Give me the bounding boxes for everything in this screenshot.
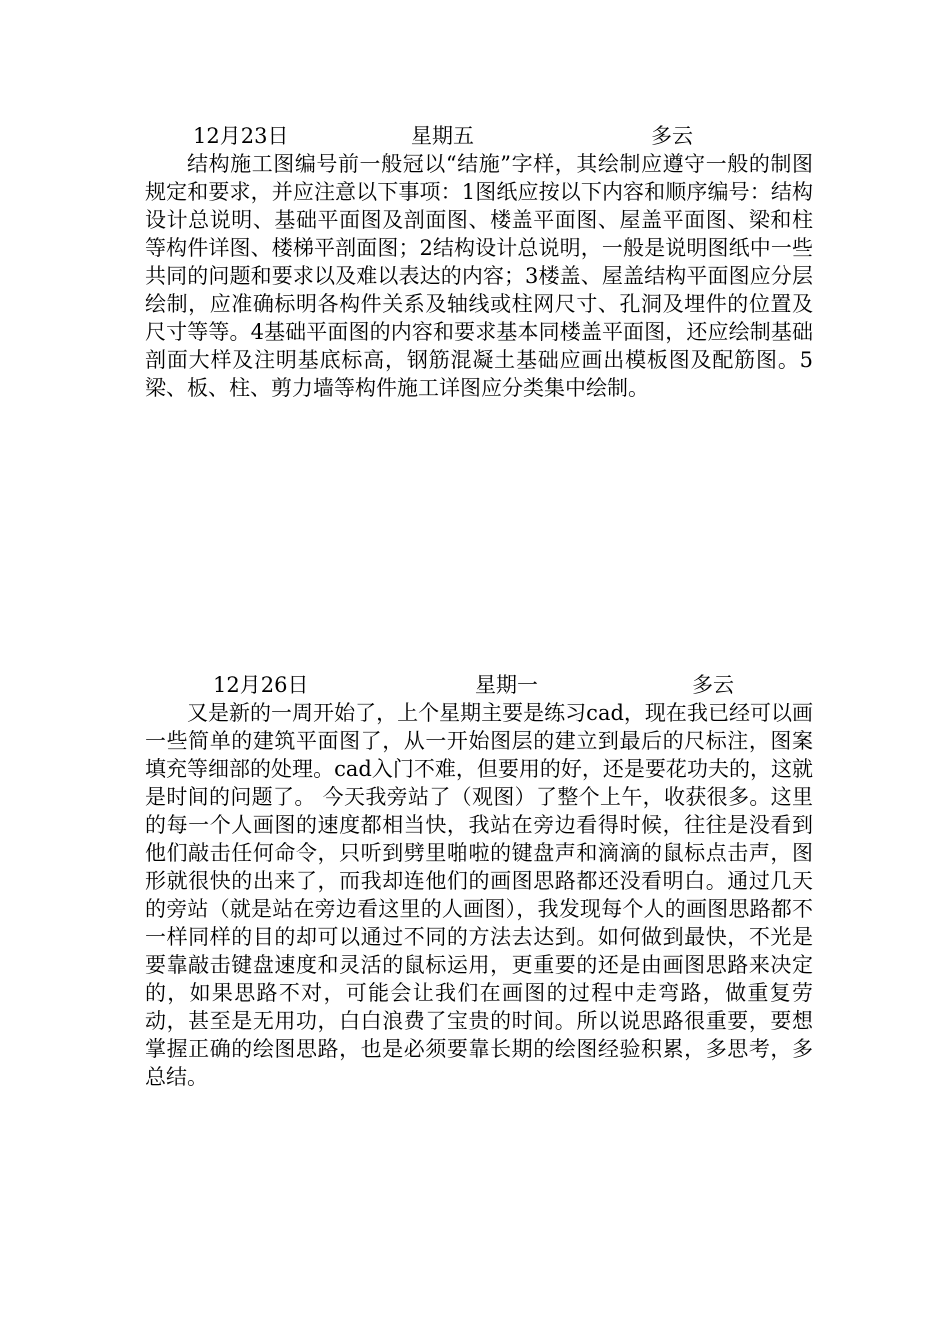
entry-weather: 多云 xyxy=(692,673,734,697)
entry-weekday: 星期一 xyxy=(475,673,538,697)
entry-body: 结构施工图编号前一般冠以“结施”字样，其绘制应遵守一般的制图规定和要求，并应注意以下事项：1图纸应按以下内容和顺序编号：结构设计总说明、基础平面图及剖面图、楼盖平面图、屋盖平面图、梁和柱等构件详图、楼梯平剖面图；2结构设计总说明，一般是说明图纸中一些共同的问题和要求以及难以表达的内容；3楼盖、屋盖结构平面图应分层绘制，应准确标明各构件关系及轴线或柱网尺寸、孔洞及埋件的位置及尺寸等等。4基础平面图的内容和要求基本同楼盖平面图，还应绘制基础剖面大样及注明基底标高，钢筋混凝土基础应画出模板图及配筋图。5梁、板、柱、剪力墙等构件施工详图应分类集中绘制。 xyxy=(145,152,813,400)
entry-header xyxy=(145,122,813,150)
entry-weather: 多云 xyxy=(651,124,693,148)
entry-date: 12月26日 xyxy=(213,673,309,697)
diary-entry-dec-23 xyxy=(145,122,813,402)
entry-header xyxy=(145,671,813,699)
entry-weekday: 星期五 xyxy=(411,124,474,148)
entry-date: 12月23日 xyxy=(193,124,289,148)
entry-body: 又是新的一周开始了，上个星期主要是练习cad，现在我已经可以画一些简单的建筑平面图了，从一开始图层的建立到最后的尺标注，图案填充等细部的处理。cad入门不难，但要用的好，还是要花功夫的，这就是时间的问题了。 今天我旁站了（观图）了整个上午，收获很多。这里的每一个人画图的速度都相当快，我站在旁边看得时候，往往是没看到他们敲击任何命令，只听到劈里啪啦的键盘声和滴滴的鼠标点击声，图形就很快的出来了，而我却连他们的画图思路都还没看明白。通过几天的旁站（就是站在旁边看这里的人画图），我发现每个人的画图思路都不一样同样的目的却可以通过不同的方法去达到。如何做到最快，不光是要靠敲击键盘速度和灵活的鼠标运用，更重要的还是由画图思路来决定的，如果思路不对，可能会让我们在画图的过程中走弯路，做重复劳动，甚至是无用功，白白浪费了宝贵的时间。所以说思路很重要，要想掌握正确的绘图思路，也是必须要靠长期的绘图经验积累，多思考，多总结。 xyxy=(145,701,813,1089)
diary-entry-dec-26 xyxy=(145,671,813,1091)
